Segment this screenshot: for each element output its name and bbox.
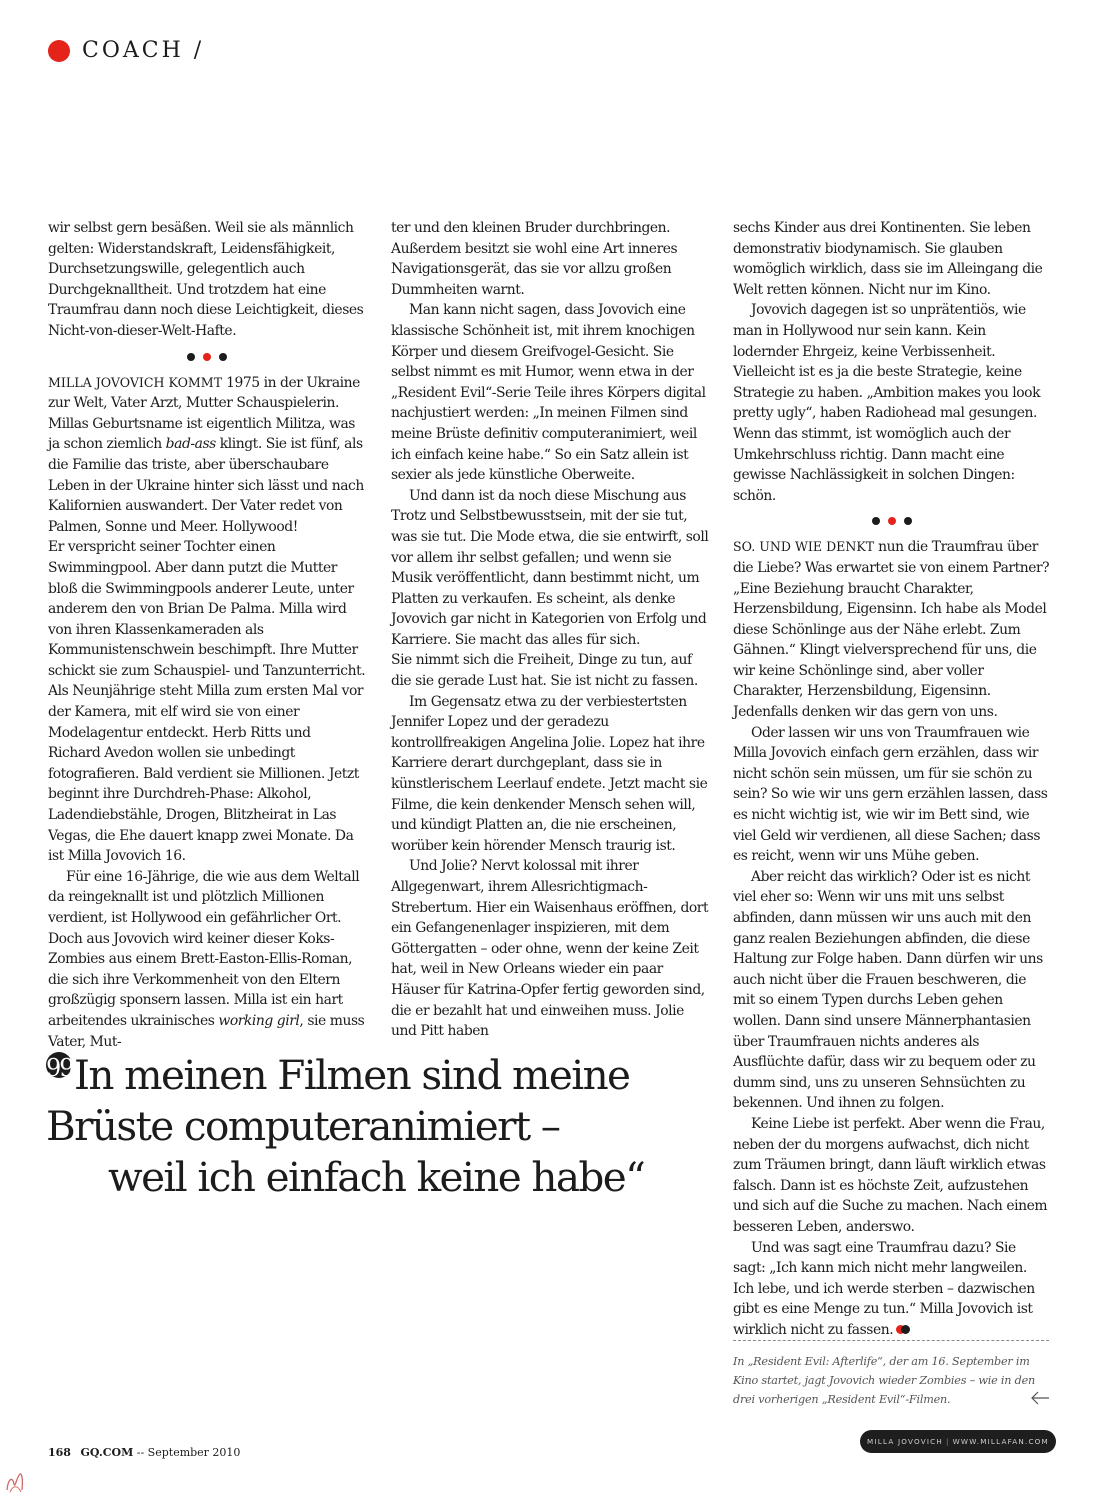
corner-logo-icon (4, 1470, 26, 1494)
section-header (48, 38, 204, 63)
divider-dot-icon (203, 353, 211, 361)
section-divider (48, 353, 366, 361)
paragraph: Und Jolie? Nervt kolossal mit ihrer Allgegenwart, ihrem Allesrichtigmach-Strebertum. Hier ein Waisenhaus eröffnen, dort ein Gefangenenlager inspizieren, mit dem Göttergatten – oder ohne, wenn der keine Zeit hat, weil in New Orleans wieder ein paar Häuser für Katrina-Opfer fertig geworden sind, die er bezahlt hat und einweihen muss. Jolie und Pitt haben (391, 858, 709, 1040)
divider-dot-icon (872, 517, 880, 525)
emphasis: bad-ass (165, 436, 216, 453)
end-dots-icon (896, 1325, 910, 1335)
pull-quote-line (46, 1050, 706, 1101)
paragraph (48, 867, 366, 1052)
paragraph (733, 1238, 1051, 1341)
paragraph: Im Gegensatz etwa zu der verbiestertsten Jennifer Lopez und der geradezu kontrollfreakigen Angelina Jolie. Lopez hat ihre Karriere derart durchgeplant, dass sie in künstlerischem Leerlauf endete. Jetzt macht sie Filme, die kein denkender Mensch sehen will, und kündigt Platten an, die nie erscheinen, worüber kein hörender Mensch traurig ist. (391, 693, 708, 854)
pull-quote-line: weil ich einfach keine habe“ (108, 1153, 645, 1201)
lead-in: SO. UND WIE DENKT (733, 539, 875, 555)
paragraph: Keine Liebe ist perfekt. Aber wenn die Frau, neben der du morgens aufwachst, dich nicht zum Träumen bringt, dann läuft wirklich etwas falsch. Dann ist es höchste Zeit, aufzustehen und sich auf die Suche zu machen. Nach einem besseren Leben, anderswo. (733, 1115, 1048, 1235)
divider-dot-icon (187, 353, 195, 361)
caption-divider (733, 1340, 1049, 1341)
quote-mark-icon: 99 (46, 1054, 73, 1082)
paragraph: wir selbst gern besäßen. Weil sie als männlich gelten: Widerstandskraft, Leidensfähigkeit, Durchsetzungswille, gelegentlich auch Durchgeknalltheit. Und trotzdem hat eine Traumfrau dann noch diese Leichtigkeit, dieses Nicht-von-dieser-Welt-Hafte. (48, 220, 364, 339)
divider-dot-icon (888, 517, 896, 525)
paragraph: Aber reicht das wirklich? Oder ist es nicht viel eher so: Wenn wir uns mit uns selbst abfinden, dann müssen wir uns auch mit den ganz realen Beziehungen abfinden, die diese Haltung zur Folge haben. Dann dürfen wir uns auch nicht über die Frauen beschweren, die mit so einem Typen durchs Leben gehen wollen. Dann sind unsere Männerphantasien über Traumfrauen nichts anderes als Ausflüchte dafür, dass wir zu bequem oder zu dumm sind, uns zu unseren Sehnsüchten zu bekennen. Und ihnen zu folgen. (733, 868, 1043, 1112)
text-run: 1975 in der Ukraine zur Welt, Vater Arzt, Mutter Schauspielerin. Millas Geburtsname ist eigentlich Militza, was ja schon ziemlich (48, 374, 360, 453)
text-run: klingt. Sie ist fünf, als die Familie das triste, aber überschaubare Leben in der Ukraine hinter sich lässt und nach Kalifornien auswandert. Der Vater redet von Palmen, Sonne und Meer. Hollywood! (48, 436, 364, 535)
text-run: Für eine 16-Jährige, die wie aus dem Weltall da reingeknallt ist und plötzlich Millionen verdient, ist Hollywood ein gefährlicher Ort. Doch aus Jovovich wird keiner dieser Koks-Zombies aus einem Brett-Easton-Ellis-Roman, die sich ihre Verkommenheit von den Eltern großzügig sponsern lassen. Milla ist ein hart arbeitendes ukrainisches (48, 868, 360, 1029)
paragraph: ter und den kleinen Bruder durchbringen. Außerdem besitzt sie wohl eine Art inneres Navigationsgerät, das sie vor allzu großen Dummheiten warnt. (391, 220, 678, 298)
text-run: nun die Traumfrau über die Liebe? Was erwartet sie von einem Partner? „Eine Beziehung braucht Charakter, Herzensbildung, Eigensinn. Ich habe als Model diese Schönlinge aus der Nähe erlebt. Zum Gähnen.“ Klingt vielversprechend für uns, die wir keine Schönlinge sind, aber voller Charakter, Herzensbildung, Eigensinn. Jedenfalls denken wir das gern von uns. (733, 539, 1050, 721)
article-column-1 (48, 218, 366, 1052)
paragraph: Jovovich dagegen ist so unprätentiös, wie man in Hollywood nur sein kann. Kein lodernder Ehrgeiz, keine Verbissenheit. Vielleicht ist es ja die beste Strategie, keine Strategie zu haben. „Ambition makes you look pretty ugly“, haben Radiohead mal gesungen. Wenn das stimmt, ist womöglich auch der Umkehrschluss richtig. Dann macht eine gewisse Nachlässigkeit in solchen Dingen: schön. (733, 302, 1041, 504)
article-column-2 (391, 218, 709, 1042)
watermark-badge (860, 1430, 1056, 1453)
text-run: , sie muss Vater, Mut- (48, 1012, 365, 1050)
article-column-3 (733, 218, 1051, 1340)
text-run: Und was sagt eine Traumfrau dazu? Sie sagt: „Ich kann mich nicht mehr langweilen. Ich lebe, und ich werde sterben – dazwischen gibt es eine Menge zu tun.“ Milla Jovovich ist wirklich nicht zu fassen. (733, 1239, 1035, 1338)
pull-quote-text: In meinen Filmen sind meine (74, 1051, 630, 1099)
paragraph: Man kann nicht sagen, dass Jovovich eine klassische Schönheit ist, mit ihrem knochigen Körper und diesem Greifvogel-Gesicht. Sie selbst nimmt es mit Humor, wenn etwa in der „Resident Evil“-Serie Teile ihres Körpers digital nachjustiert werden: „In meinen Filmen sind meine Brüste definitiv computeranimiert, weil ich einfach keine habe.“ So ein Satz allein ist sexier als jede künstliche Oberweite. (391, 302, 706, 484)
lead-in: MILLA JOVOVICH KOMMT (48, 374, 223, 390)
page-footer (48, 1446, 240, 1459)
red-dot-icon (48, 40, 70, 62)
issue-date: -- September 2010 (136, 1446, 241, 1459)
paragraph: Und dann ist da noch diese Mischung aus Trotz und Selbstbewusstsein, mit der sie tut, was sie tut. Die Mode etwa, die sie entwirft, soll vor allem ihr selbst gefallen; und wenn sie Musik veröffentlicht, dann bestimmt nicht, um Platten zu verkaufen. Es scheint, als denke Jovovich gar nicht in Kategorien von Erfolg und Karriere. Sie macht das alles für sich. (391, 487, 709, 648)
photo-caption: In „Resident Evil: Afterlife“, der am 16. September im Kino startet, jagt Jovovich wieder Zombies – wie in den drei vorherigen „Resident Evil“-Filmen. (733, 1355, 1036, 1406)
paragraph: Sie nimmt sich die Freiheit, Dinge zu tun, auf die sie gerade Lust hat. Sie ist nicht zu fassen. (391, 652, 698, 690)
paragraph: sechs Kinder aus drei Kontinenten. Sie leben demonstrativ biodynamisch. Sie glauben womöglich wirklich, dass sie im Alleingang die Welt retten können. Nicht nur im Kino. (733, 220, 1043, 298)
magazine-site: GQ.COM (80, 1446, 134, 1459)
divider-dot-icon (219, 353, 227, 361)
divider-dot-icon (904, 517, 912, 525)
watermark-url: WWW.MILLAFAN.COM (952, 1437, 1049, 1446)
left-arrow-icon (1030, 1391, 1050, 1405)
section-divider (733, 517, 1051, 525)
pull-quote (46, 1050, 706, 1203)
section-label: COACH / (82, 38, 205, 63)
page-number: 168 (48, 1446, 71, 1459)
watermark-name: MILLA JOVOVICH (867, 1437, 943, 1446)
pull-quote-line: Brüste computeranimiert – (46, 1102, 560, 1150)
emphasis: working girl (218, 1012, 300, 1029)
paragraph (733, 537, 1051, 722)
watermark-separator: | (945, 1437, 950, 1446)
paragraph: Er verspricht seiner Tochter einen Swimmingpool. Aber dann putzt die Mutter bloß die Swimmingpools anderer Leute, unter anderem den von Brian De Palma. Milla wird von ihren Klassenkameraden als Kommunistenschwein beschimpft. Ihre Mutter schickt sie zum Schauspiel- und Tanzunterricht. Als Neunjährige steht Milla zum ersten Mal vor der Kamera, mit elf wird sie von einer Modelagentur entdeckt. Herb Ritts und Richard Avedon wollen sie unbedingt fotografieren. Bald verdient sie Millionen. Jetzt beginnt ihre Durchdreh-Phase: Alkohol, Ladendiebstähle, Drogen, Blitzheirat in Las Vegas, die Ehe dauert knapp zwei Monate. Da ist Milla Jovovich 16. (48, 539, 366, 865)
paragraph (48, 373, 366, 538)
paragraph: Oder lassen wir uns von Traumfrauen wie Milla Jovovich einfach gern erzählen, dass wir nicht schön sein müssen, um für sie schön zu sein? So wie wir uns gern erzählen lassen, dass es nicht wichtig ist, wie wir im Bett sind, wie viel Geld wir verdienen, all diese Sachen; dass es reicht, wenn wir uns Mühe geben. (733, 724, 1048, 865)
